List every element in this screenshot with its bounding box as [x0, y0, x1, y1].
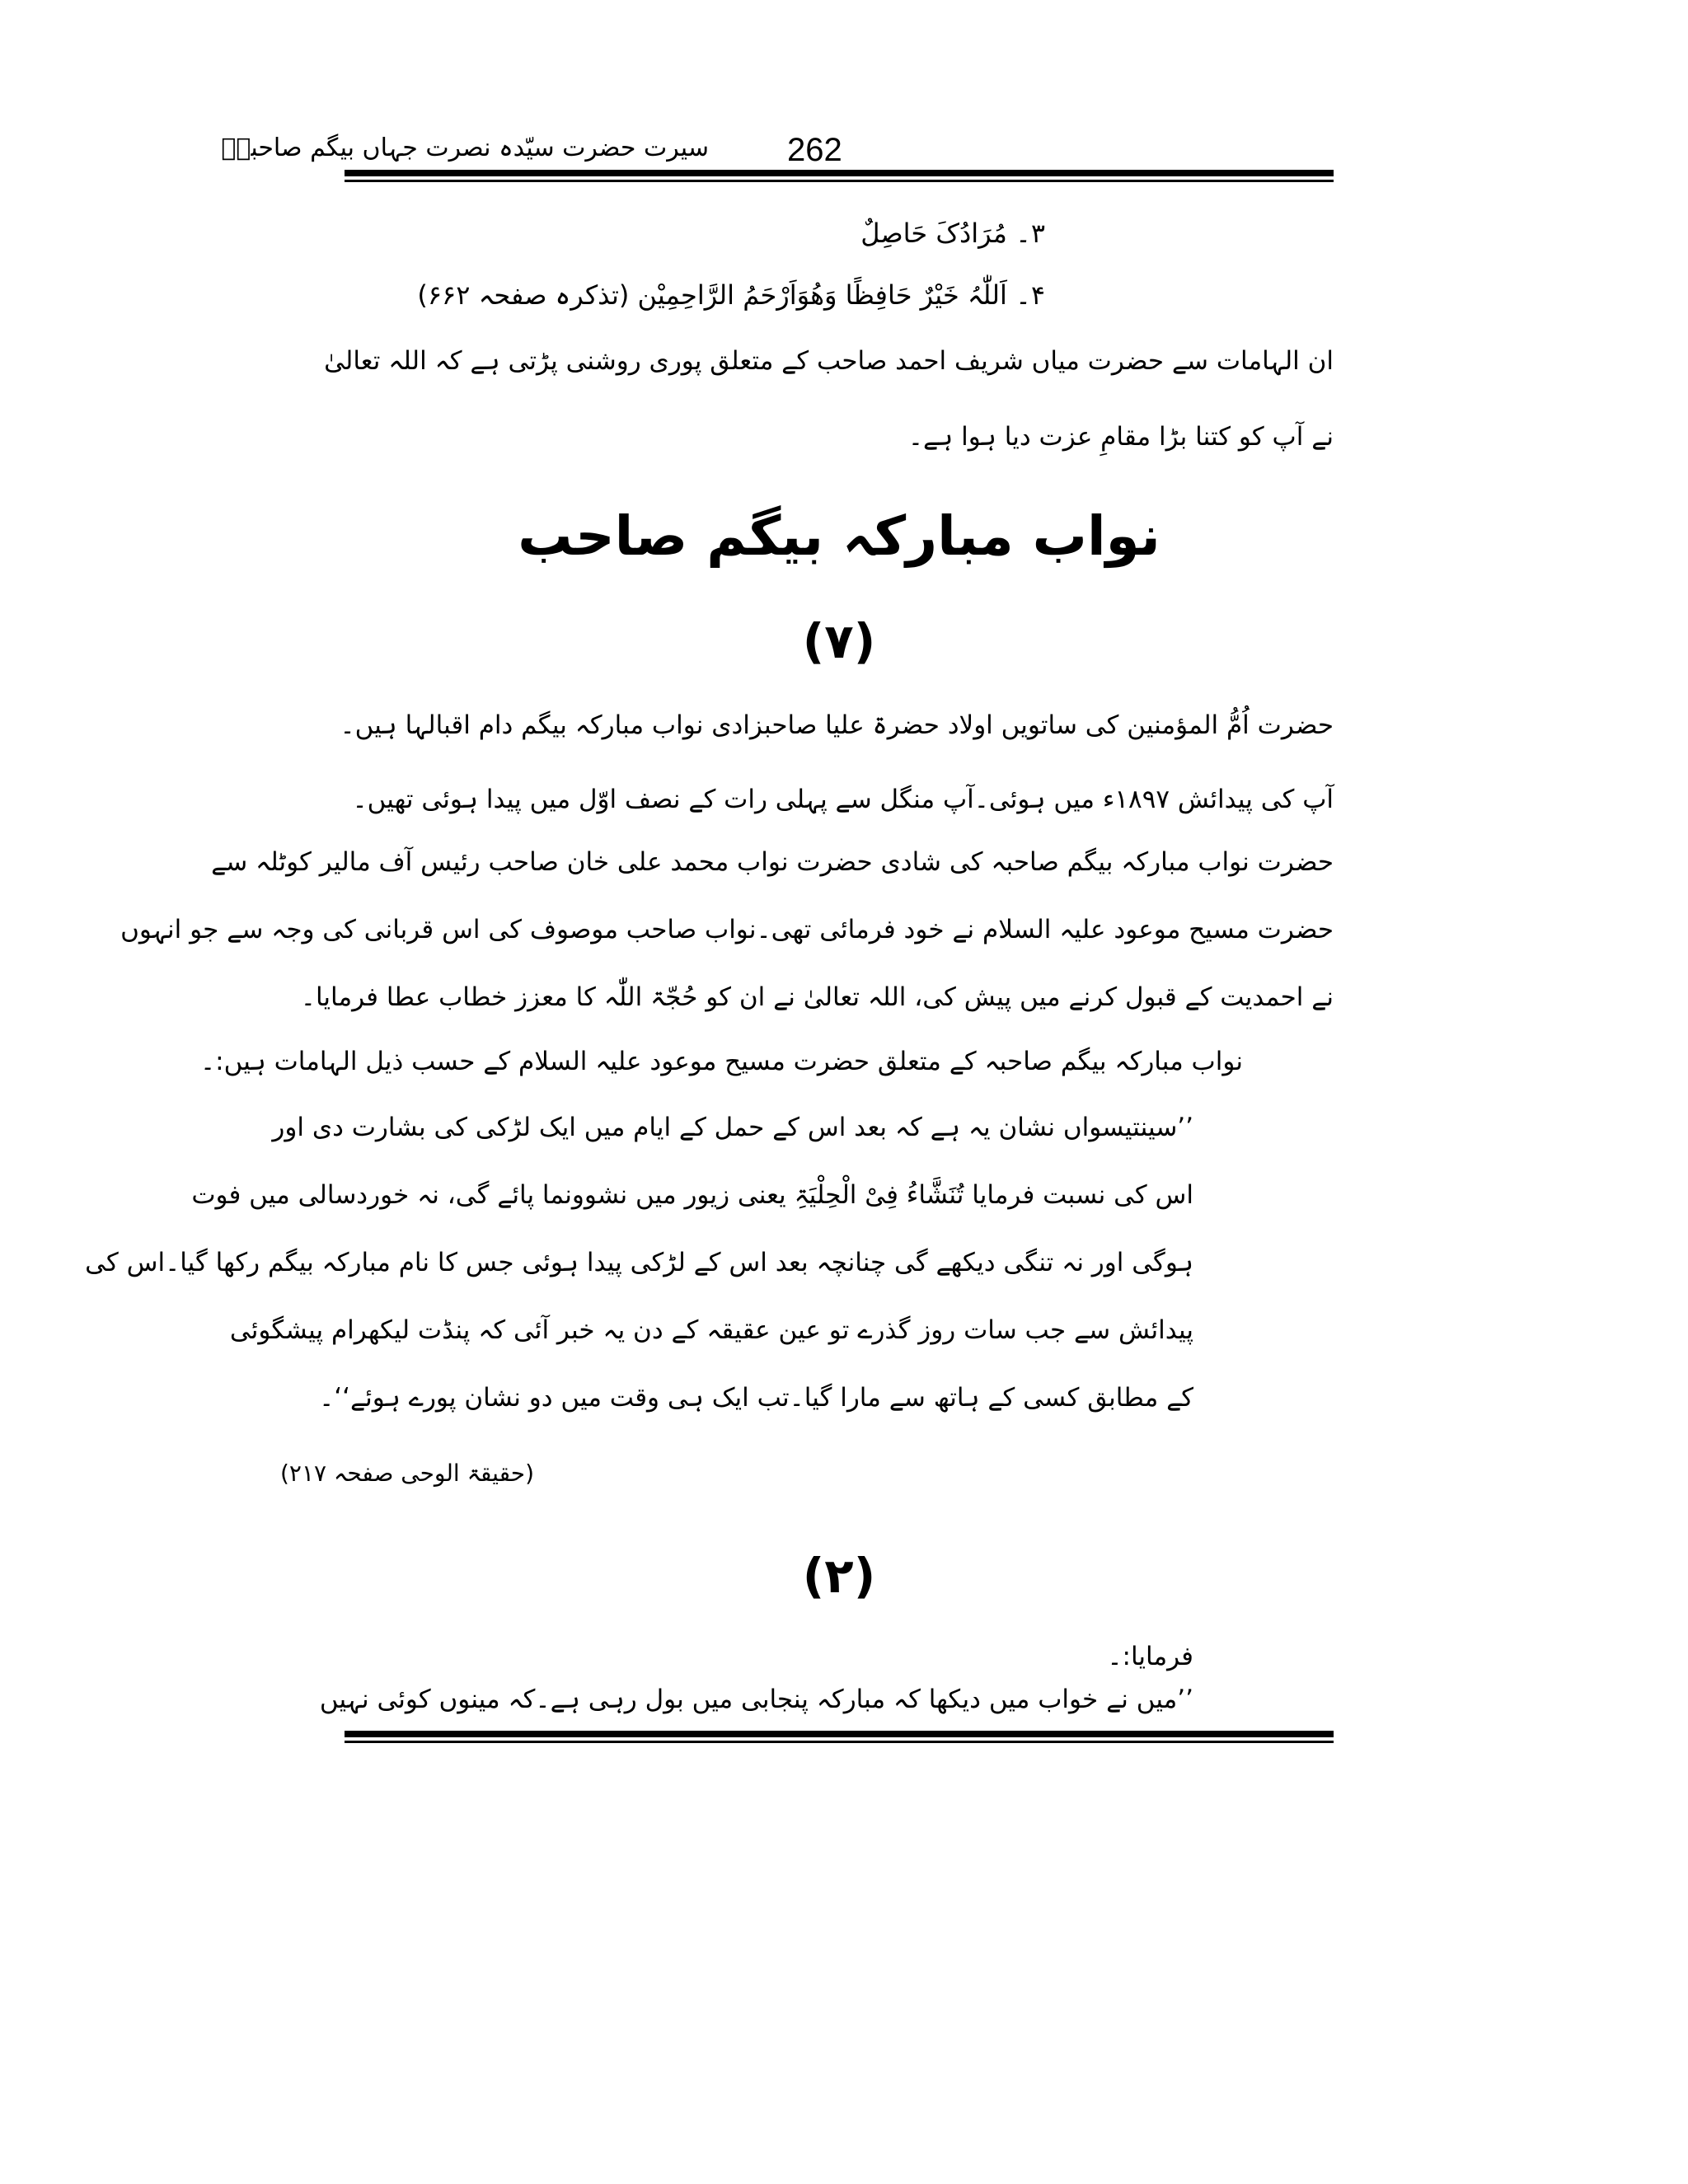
quote-line: پیدائش سے جب سات روز گذرے تو عین عقیقہ کے دن یہ خبر آئی کہ پنڈت لیکھرام پیشگوئی [229, 1315, 1193, 1345]
quote-line: ہوگی اور نہ تنگی دیکھے گی چنانچہ بعد اس کے لڑکی پیدا ہوئی جس کا نام مبارکہ بیگم رکھا گیا۔اس کی [85, 1248, 1193, 1277]
intro-line: نے آپ کو کتنا بڑا مقامِ عزت دیا ہوا ہے۔ [907, 422, 1334, 452]
body-line: حضرت مسیح موعود علیہ السلام نے خود فرمائی تھی۔نواب صاحب موصوف کی اس قربانی کی وجہ سے جو انہوں [120, 915, 1334, 944]
body-line: نواب مبارکہ بیگم صاحبہ کے متعلق حضرت مسیح موعود علیہ السلام کے حسب ذیل الہامات ہیں:۔ [200, 1047, 1243, 1076]
footer-rule-thick [345, 1731, 1334, 1737]
quote-line: اس کی نسبت فرمایا تُنَشَّاءُ فِیْ الْحِلْیَۃِ یعنی زیور میں نشوونما پائے گی، نہ خوردسالی میں فوت [191, 1180, 1193, 1210]
section-number: (۷) [802, 613, 876, 669]
header-rule-thin [345, 180, 1334, 182]
section-heading: نواب مبارکہ بیگم صاحب [518, 504, 1160, 568]
citation: (حقیقۃ الوحی صفحہ ۲۱۷) [279, 1460, 534, 1487]
item-4: ۴۔ اَللّٰہُ خَیْرٌ حَافِظًا وَھُوَاَرْحَمُ الرَّاحِمِیْن (تذکرہ صفحہ ۶۶۲) [417, 279, 1045, 311]
page-number: 262 [787, 132, 842, 168]
running-header-title: سیرت حضرت سیّدہ نصرت جہاں بیگم صاحبہؓ [221, 134, 709, 162]
footer-rule-thin [345, 1741, 1334, 1743]
intro-line: ان الہامات سے حضرت میاں شریف احمد صاحب کے متعلق پوری روشنی پڑتی ہے کہ اللہ تعالیٰ [324, 346, 1334, 376]
body-line: حضرت اُمُّ المؤمنین کی ساتویں اولاد حضرۃ علیا صاحبزادی نواب مبارکہ بیگم دام اقبالہا ہیں۔ [340, 710, 1334, 740]
farmaya-label: فرمایا:۔ [1107, 1642, 1193, 1671]
quote-line: ’’میں نے خواب میں دیکھا کہ مبارکہ پنجابی میں بول رہی ہے۔کہ مینوں کوئی نہیں [319, 1685, 1193, 1714]
body-line: آپ کی پیدائش ۱۸۹۷ء میں ہوئی۔آپ منگل سے پہلی رات کے نصف اوّل میں پیدا ہوئی تھیں۔ [352, 785, 1334, 814]
header-rule-thick [345, 170, 1334, 176]
item-3: ۳۔ مُرَادُکَ حَاصِلٌ [860, 218, 1045, 249]
body-line: نے احمدیت کے قبول کرنے میں پیش کی، اللہ تعالیٰ نے ان کو حُجّۃ اللّٰہ کا معزز خطاب عطا فرمایا۔ [300, 982, 1334, 1012]
section-number-2: (۲) [802, 1548, 876, 1604]
body-line: حضرت نواب مبارکہ بیگم صاحبہ کی شادی حضرت نواب محمد علی خان صاحب رئیس آف مالیر کوٹلہ سے [211, 847, 1334, 877]
quote-line: ’’سینتیسواں نشان یہ ہے کہ بعد اس کے حمل کے ایام میں ایک لڑکی کی بشارت دی اور [272, 1113, 1193, 1142]
quote-line: کے مطابق کسی کے ہاتھ سے مارا گیا۔تب ایک ہی وقت میں دو نشان پورے ہوئے‘‘۔ [319, 1383, 1193, 1413]
